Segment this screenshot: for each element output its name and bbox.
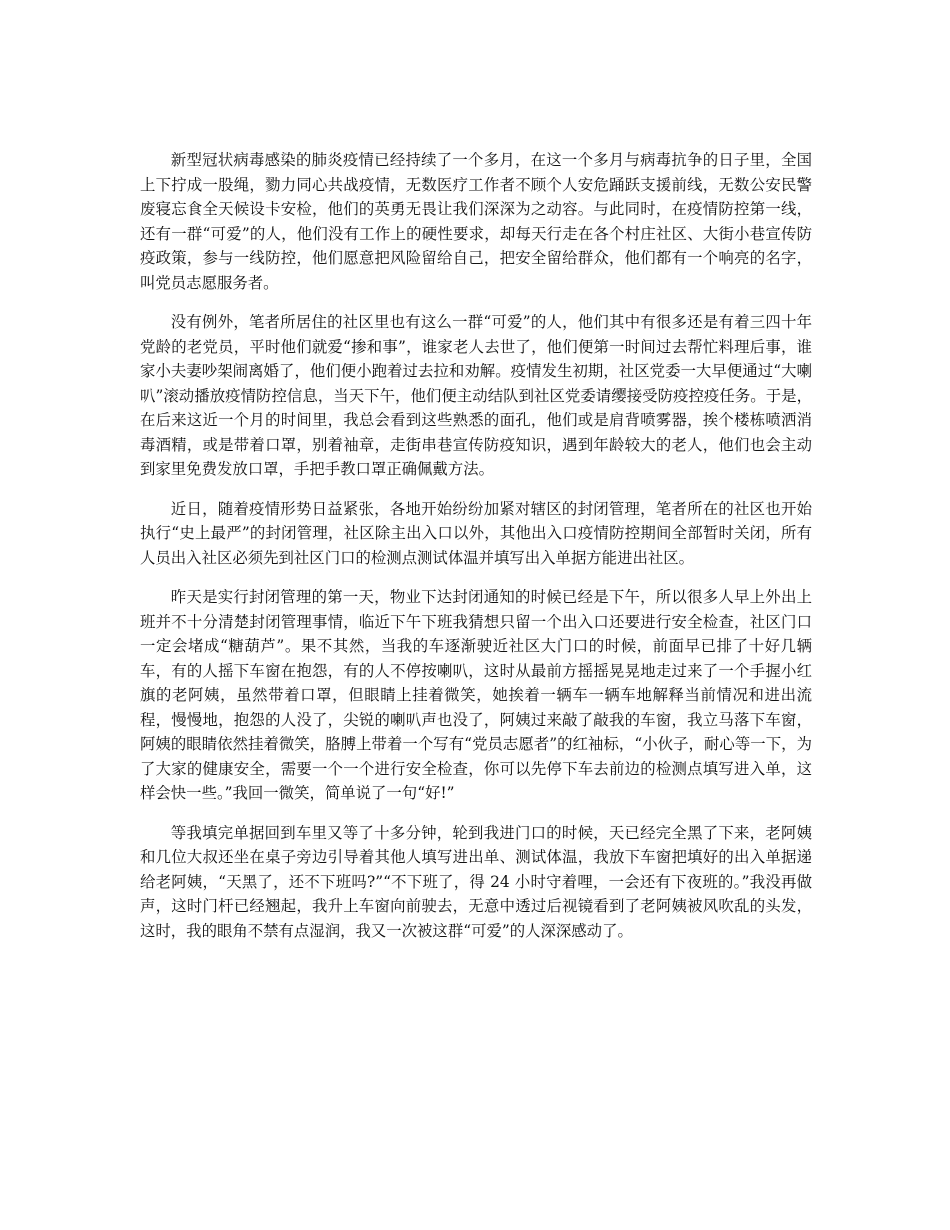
paragraph-1: 新型冠状病毒感染的肺炎疫情已经持续了一个多月，在这一个多月与病毒抗争的日子里，全国上下拧成一股绳，勠力同心共战疫情，无数医疗工作者不顾个人安危踊跃支援前线，无数公安民警废寝忘食全天候设卡安检，他们的英勇无畏让我们深深为之动容。与此同时，在疫情防控第一线，还有一群“可爱”的人，他们没有工作上的硬性要求，却每天行走在各个村庄社区、大街小巷宣传防疫政策，参与一线防控，他们愿意把风险留给自己，把安全留给群众，他们都有一个响亮的名字，叫党员志愿服务者。 — [140, 151, 812, 292]
paragraph-5: 等我填完单据回到车里又等了十多分钟，轮到我进门口的时候，天已经完全黑了下来，老阿姨和几位大叔还坐在桌子旁边引导着其他人填写进出单、测试体温，我放下车窗把填好的出入单据递给老阿姨，“天黑了，还不下班吗?”“不下班了，得 24 小时守着哩，一会还有下夜班的。”我没再做声，这时门杆已经翘起，我升上车窗向前驶去，无意中透过后视镜看到了老阿姨被风吹乱的头发，这时，我的眼角不禁有点湿润，我又一次被这群“可爱”的人深深感动了。 — [140, 823, 812, 940]
article-body — [140, 148, 812, 958]
paragraph-2: 没有例外，笔者所居住的社区里也有这么一群“可爱”的人，他们其中有很多还是有着三四十年党龄的老党员，平时他们就爱“掺和事”，谁家老人去世了，他们便第一时间过去帮忙料理后事，谁家小夫妻吵架闹离婚了，他们便小跑着过去拉和劝解。疫情发生初期，社区党委一大早便通过“大喇叭”滚动播放疫情防控信息，当天下午，他们便主动结队到社区党委请缨接受防疫控疫任务。于是，在后来这近一个月的时间里，我总会看到这些熟悉的面孔，他们或是肩背喷雾器，挨个楼栋喷洒消毒酒精，或是带着口罩，别着袖章，走街串巷宣传防疫知识，遇到年龄较大的老人，他们也会主动到家里免费发放口罩，手把手教口罩正确佩戴方法。 — [140, 313, 812, 478]
paragraph-3: 近日，随着疫情形势日益紧张，各地开始纷纷加紧对辖区的封闭管理，笔者所在的社区也开始执行“史上最严”的封闭管理，社区除主出入口以外，其他出入口疫情防控期间全部暂时关闭，所有人员出入社区必须先到社区门口的检测点测试体温并填写出入单据方能进出社区。 — [140, 499, 812, 567]
paragraph-4: 昨天是实行封闭管理的第一天，物业下达封闭通知的时候已经是下午，所以很多人早上外出上班并不十分清楚封闭管理事情，临近下午下班我猜想只留一个出入口还要进行安全检查，社区门口一定会堵成“糖葫芦”。果不其然，当我的车逐渐驶近社区大门口的时候，前面早已排了十好几辆车，有的人摇下车窗在抱怨，有的人不停按喇叭，这时从最前方摇摇晃晃地走过来了一个手握小红旗的老阿姨，虽然带着口罩，但眼睛上挂着微笑，她挨着一辆车一辆车地解释当前情况和进出流程，慢慢地，抱怨的人没了，尖锐的喇叭声也没了，阿姨过来敲了敲我的车窗，我立马落下车窗，阿姨的眼睛依然挂着微笑，胳膊上带着一个写有“党员志愿者”的红袖标，“小伙子，耐心等一下，为了大家的健康安全，需要一个一个进行安全检查，你可以先停下车去前边的检测点填写进入单，这样会快一些。”我回一微笑，简单说了一句“好!” — [140, 588, 812, 802]
